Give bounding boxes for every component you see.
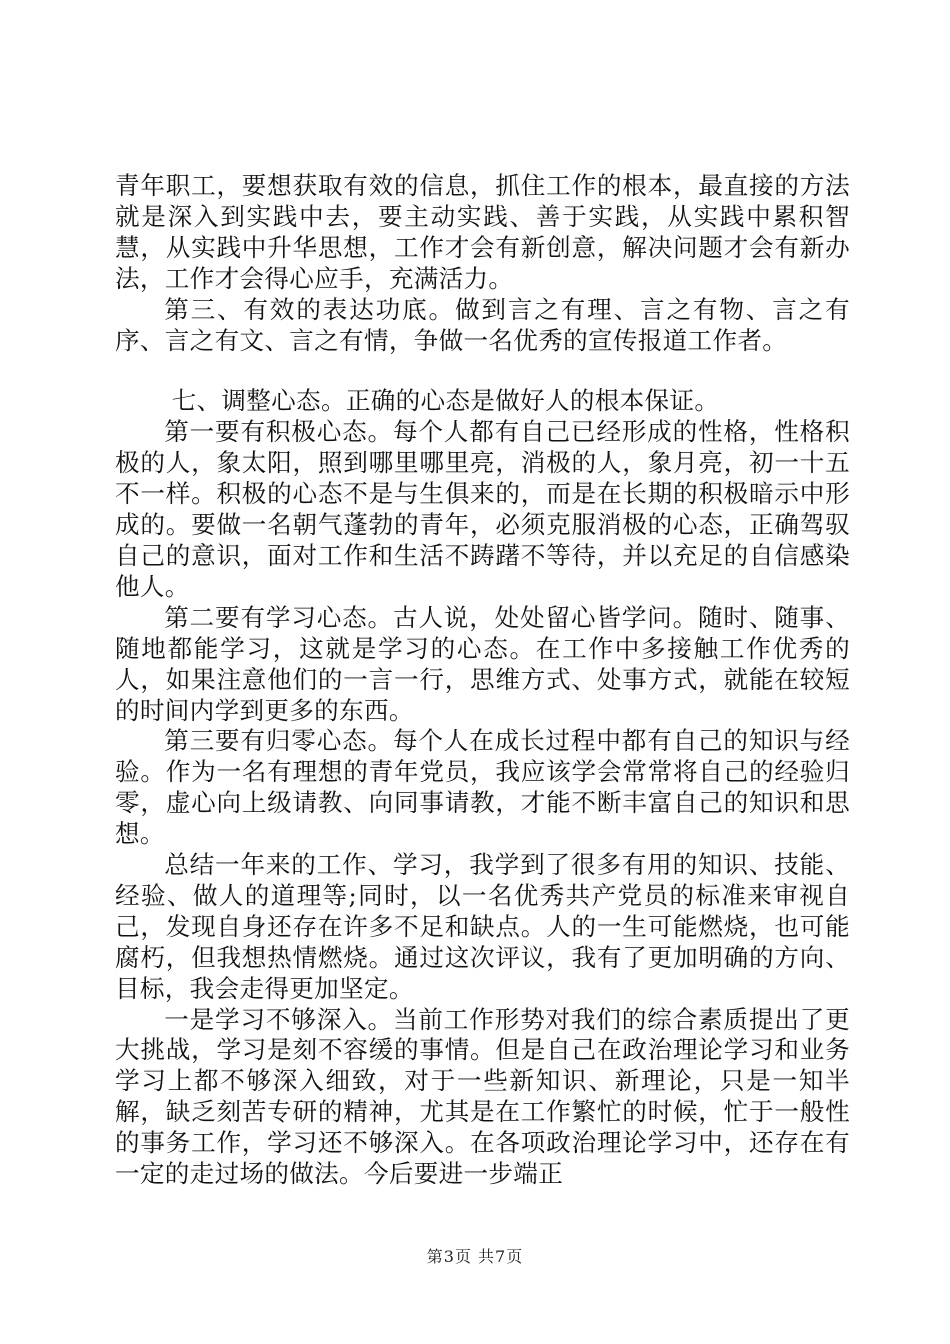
paragraph-expression-skill: 第三、有效的表达功底。做到言之有理、言之有物、言之有序、言之有文、言之有情，争做一名优秀的宣传报道工作者。 bbox=[115, 294, 850, 355]
paragraph-learning-mindset: 第二要有学习心态。古人说，处处留心皆学问。随时、随事、随地都能学习，这就是学习的心态。在工作中多接触工作优秀的人，如果注意他们的一言一行，思维方式、处事方式，就能在较短的时间内学到更多的东西。 bbox=[115, 602, 850, 725]
paragraph-summary: 总结一年来的工作、学习，我学到了很多有用的知识、技能、经验、做人的道理等;同时，以一名优秀共产党员的标准来审视自己，发现自身还存在许多不足和缺点。人的一生可能燃烧，也可能腐朽，但我想热情燃烧。通过这次评议，我有了更加明确的方向、目标，我会走得更加坚定。 bbox=[115, 850, 850, 1003]
section-heading-mindset: 七、调整心态。正确的心态是做好人的根本保证。 bbox=[171, 386, 720, 416]
paragraph-positive-mindset: 第一要有积极心态。每个人都有自己已经形成的性格，性格积极的人，象太阳，照到哪里哪里亮，消极的人，象月亮，初一十五不一样。积极的心态不是与生俱来的，而是在长期的积极暗示中形成的。要做一名朝气蓬勃的青年，必须克服消极的心态，正确驾驭自己的意识，面对工作和生活不踌躇不等待，并以充足的自信感染他人。 bbox=[115, 417, 850, 601]
page-number-footer: 第3页 共7页 bbox=[426, 1247, 524, 1266]
document-body bbox=[115, 171, 850, 1190]
paragraph-study-shortcoming: 一是学习不够深入。当前工作形势对我们的综合素质提出了更大挑战，学习是刻不容缓的事情。但是自己在政治理论学习和业务学习上都不够深入细致，对于一些新知识、新理论，只是一知半解，缺乏刻苦专研的精神，尤其是在工作繁忙的时候，忙于一般性的事务工作，学习还不够深入。在各项政治理论学习中，还存在有一定的走过场的做法。今后要进一步端正 bbox=[115, 1004, 850, 1189]
paragraph-zero-mindset: 第三要有归零心态。每个人在成长过程中都有自己的知识与经验。作为一名有理想的青年党员，我应该学会常常将自己的经验归零，虚心向上级请教、向同事请教，才能不断丰富自己的知识和思想。 bbox=[115, 726, 850, 849]
paragraph-continuation: 青年职工，要想获取有效的信息，抓住工作的根本，最直接的方法就是深入到实践中去，要主动实践、善于实践，从实践中累积智慧，从实践中升华思想，工作才会有新创意，解决问题才会有新办法，工作才会得心应手，充满活力。 bbox=[115, 171, 850, 293]
